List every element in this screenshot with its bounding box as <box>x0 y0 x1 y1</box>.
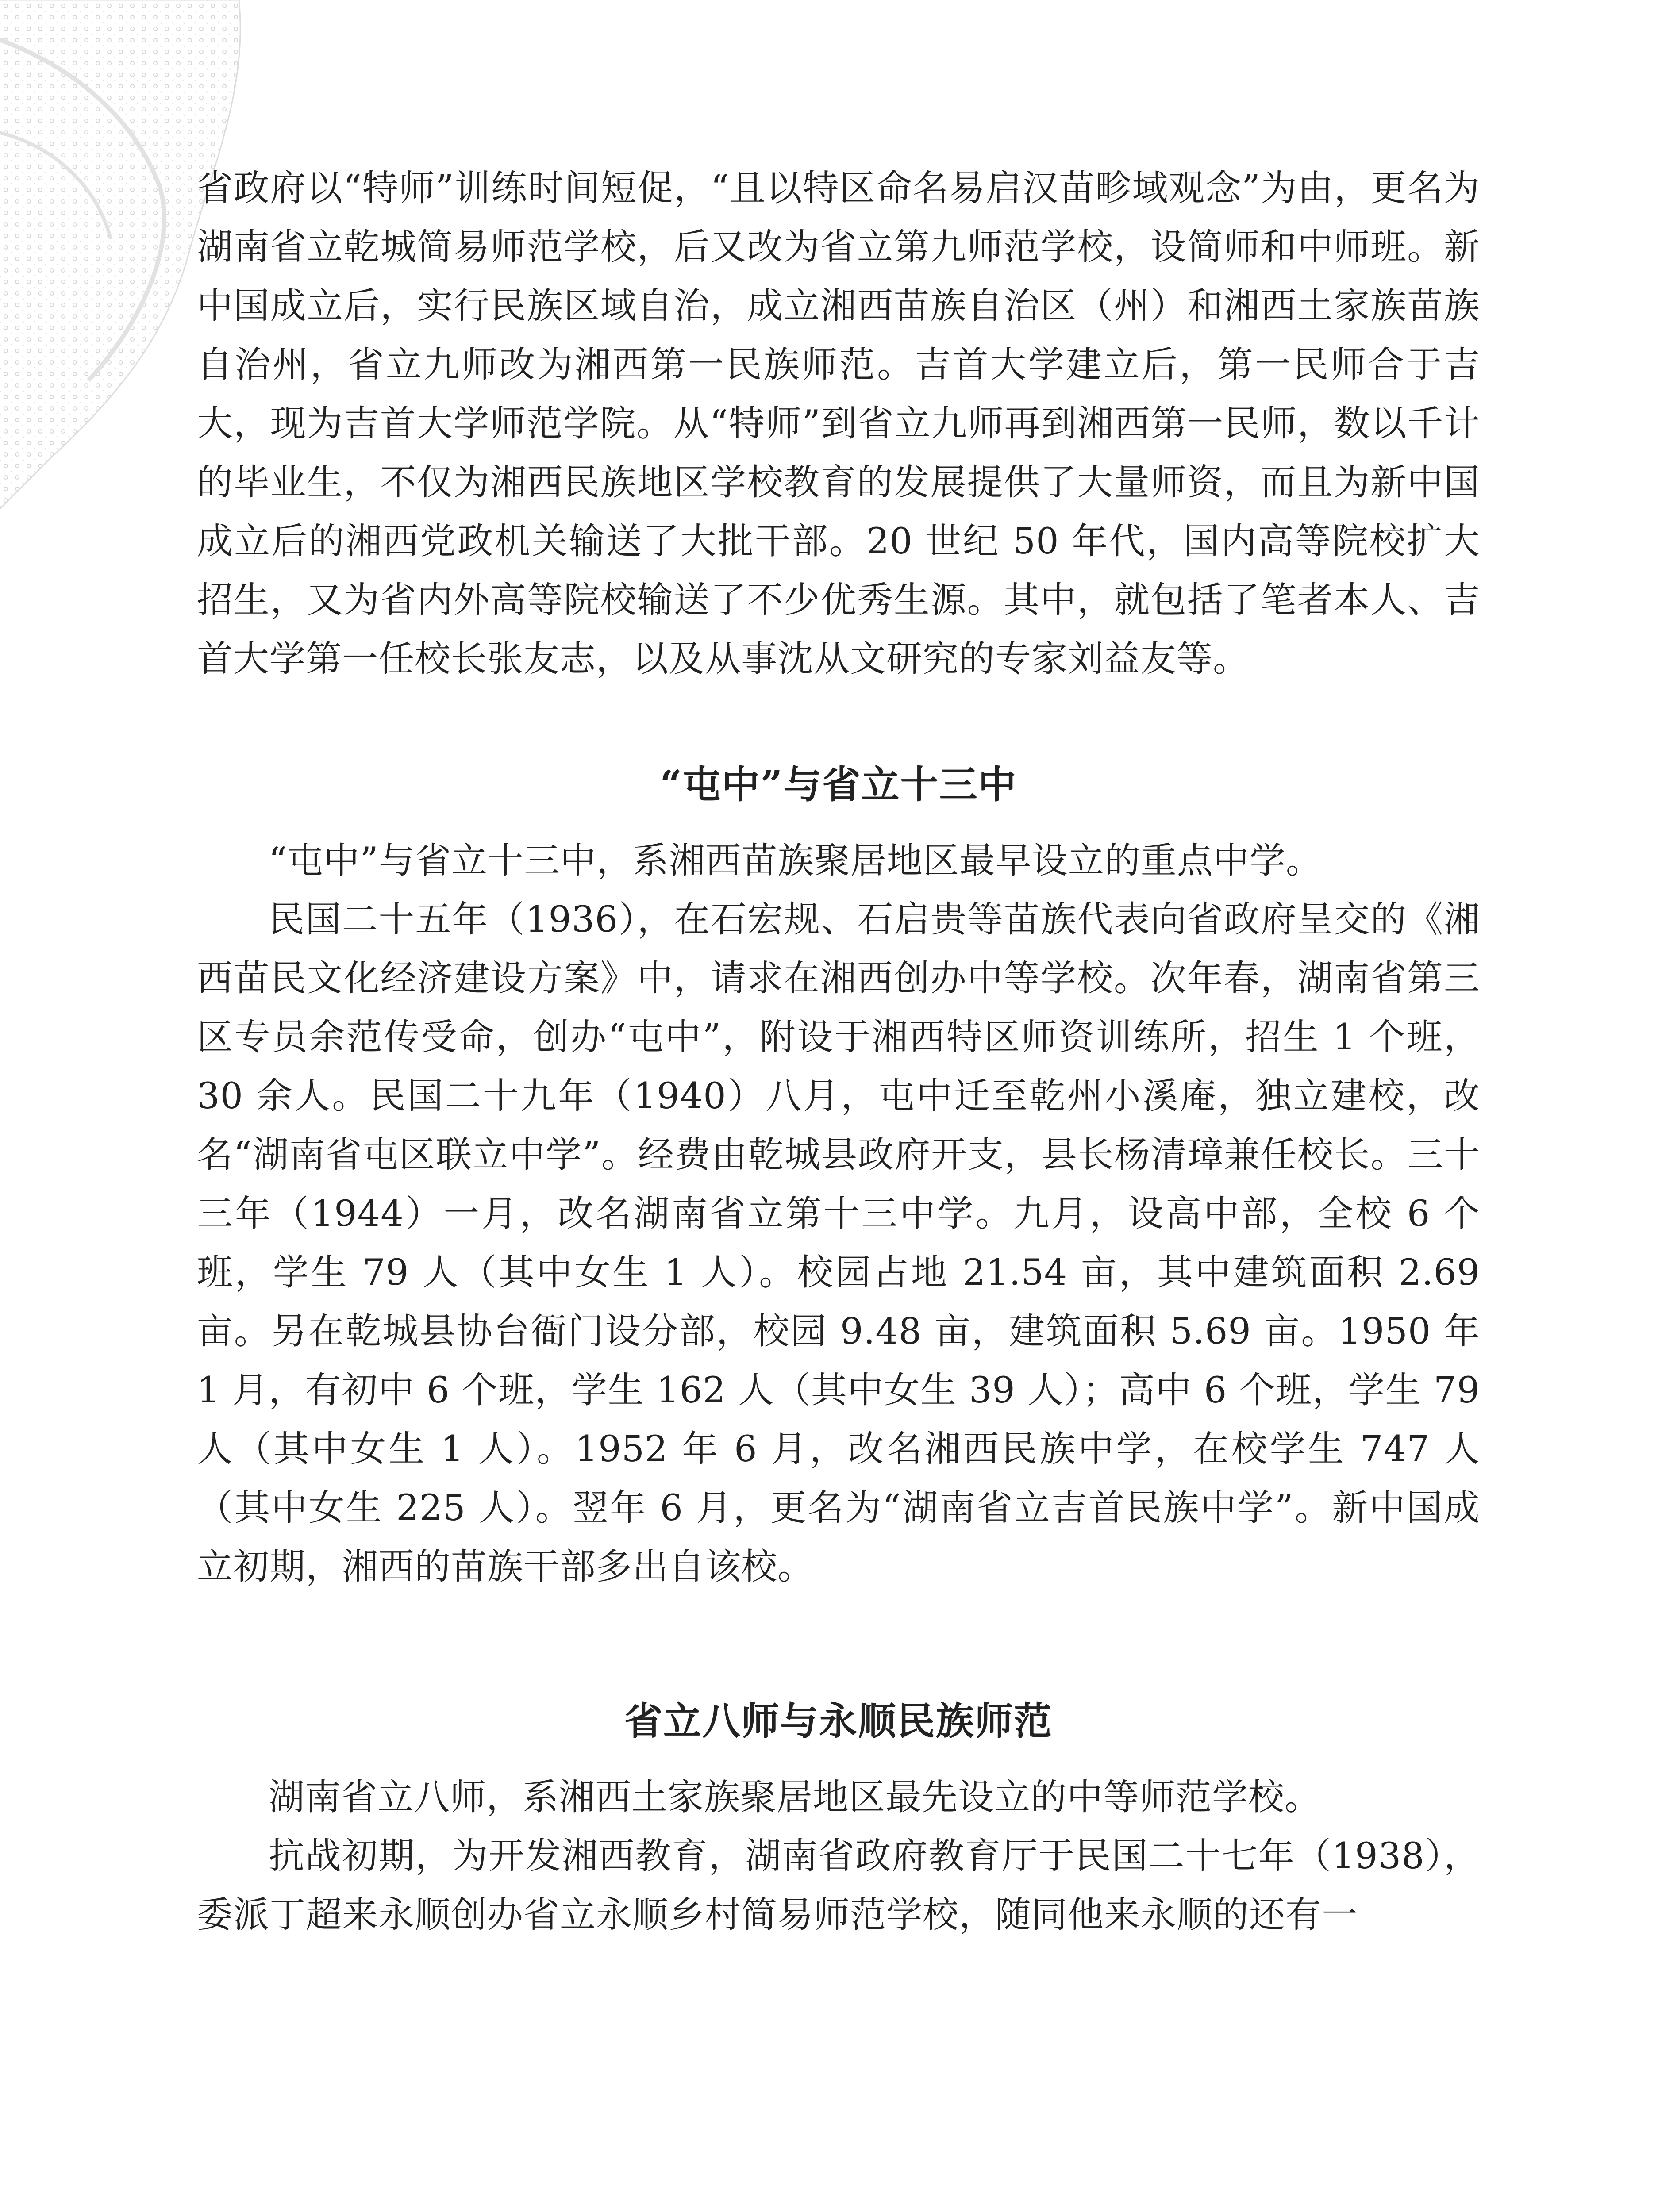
section-heading-tunzhong: “屯中”与省立十三中 <box>660 762 1017 807</box>
page-body <box>197 159 1480 1945</box>
section1-paragraph-1: “屯中”与省立十三中，系湘西苗族聚居地区最早设立的重点中学。 <box>269 840 1322 882</box>
section-heading-bashi: 省立八师与永顺民族师范 <box>624 1699 1053 1743</box>
section2-paragraph-1: 湖南省立八师，系湘西土家族聚居地区最先设立的中等师范学校。 <box>269 1777 1321 1818</box>
section1-paragraph-2: 民国二十五年（1936），在石宏规、石启贵等苗族代表向省政府呈交的《湘西苗民文化经济建设方案》中，请求在湘西创办中等学校。次年春，湖南省第三区专员余范传受命，创办“屯中”，附设于湘西特区师资训练所，招生 1 个班，30 余人。民国二十九年（1940）八月，屯中迁至乾州小溪庵，独立建校，改名“湖南省屯区联立中学”。经费由乾城县政府开支，县长杨清璋兼任校长。三十三年（1944）一月，改名湖南省立第十三中学。九月，设高中部，全校 6 个班，学生 79 人（其中女生 1 人）。校园占地 21.54 亩，其中建筑面积 2.69 亩。另在乾城县协台衙门设分部，校园 9.48 亩，建筑面积 5.69 亩。1950 年 1 月，有初中 6 个班，学生 162 人（其中女生 39 人）；高中 6 个班，学生 79 人（其中女生 1 人）。1952 年 6 月，改名湘西民族中学，在校学生 747 人（其中女生 225 人）。翌年 6 月，更名为“湖南省立吉首民族中学”。新中国成立初期，湘西的苗族干部多出自该校。 <box>197 899 1480 1588</box>
section2-paragraph-2: 抗战初期，为开发湘西教育，湖南省政府教育厅于民国二十七年（1938），委派丁超来永顺创办省立永顺乡村简易师范学校，随同他来永顺的还有一 <box>197 1836 1480 1936</box>
intro-paragraph: 省政府以“特师”训练时间短促，“且以特区命名易启汉苗畛域观念”为由，更名为湖南省立乾城简易师范学校，后又改为省立第九师范学校，设简师和中师班。新中国成立后，实行民族区域自治，成立湘西苗族自治区（州）和湘西土家族苗族自治州，省立九师改为湘西第一民族师范。吉首大学建立后，第一民师合于吉大，现为吉首大学师范学院。从“特师”到省立九师再到湘西第一民师，数以千计的毕业生，不仅为湘西民族地区学校教育的发展提供了大量师资，而且为新中国成立后的湘西党政机关输送了大批干部。20 世纪 50 年代，国内高等院校扩大招生，又为省内外高等院校输送了不少优秀生源。其中，就包括了笔者本人、吉首大学第一任校长张友志，以及从事沈从文研究的专家刘益友等。 <box>197 168 1480 680</box>
